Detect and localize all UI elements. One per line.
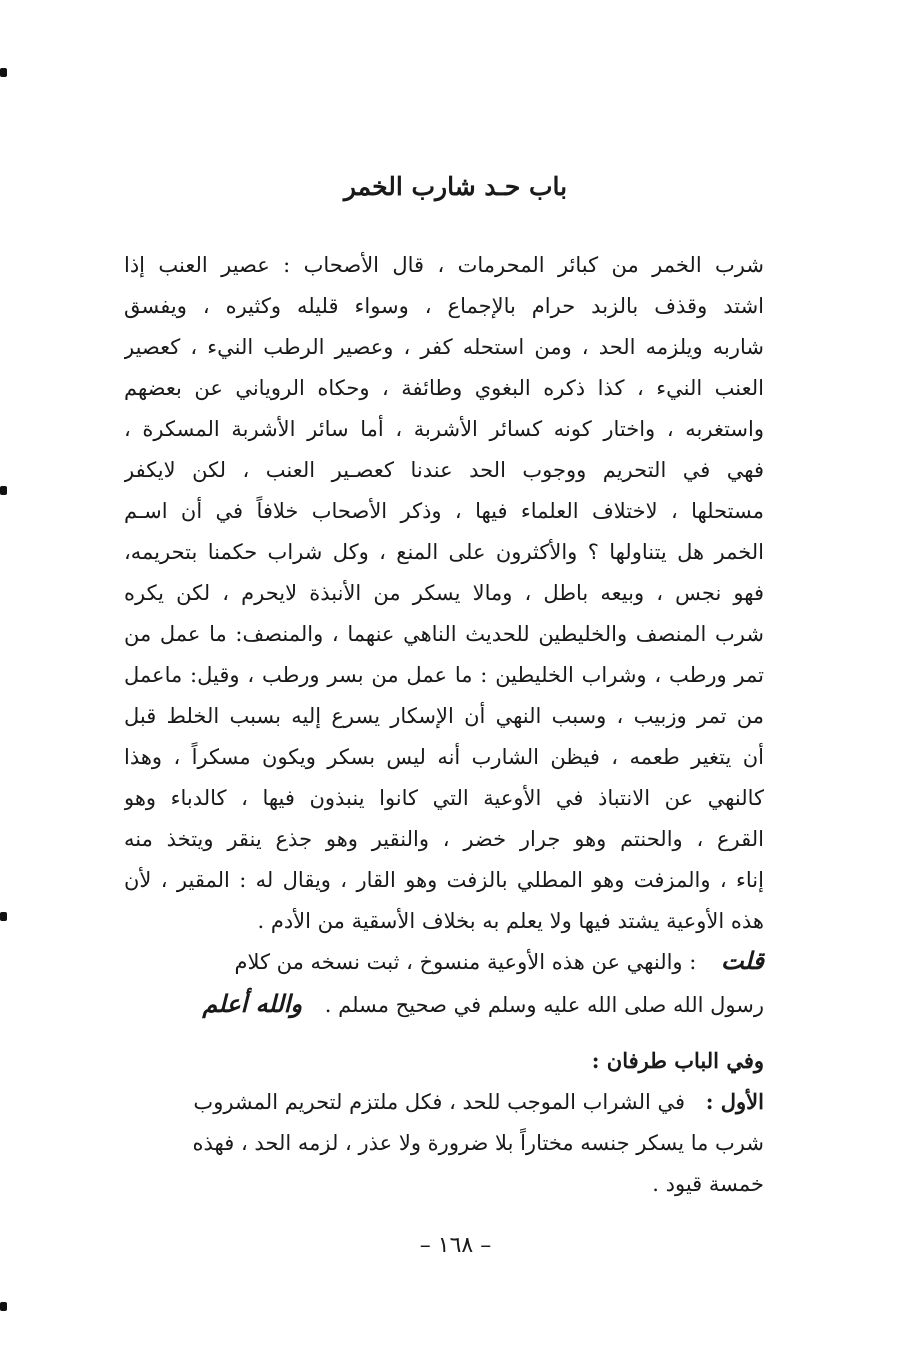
note-line	[124, 940, 764, 983]
section-line: شرب ما يسكر جنسه مختاراً بلا ضرورة ولا عذر ، لزمه الحد ، فهذه	[192, 1131, 764, 1155]
text-line: مستحلها ، لاختلاف العلماء فيها ، وذكر الأصحاب خلافاً في أن اسـم	[124, 499, 764, 523]
main-paragraph	[124, 245, 764, 942]
scan-margin-mark	[0, 1302, 7, 1311]
author-note	[124, 940, 764, 1026]
text-line: هذه الأوعية يشتد فيها ولا يعلم به بخلاف الأسقية من الأدم .	[257, 909, 764, 933]
text-line: أن يتغير طعمه ، فيظن الشارب أنه ليس بسكر ويكون مسكراً ، وهذا	[124, 745, 764, 769]
scan-margin-mark	[0, 912, 7, 921]
text-line: اشتد وقذف بالزبد حرام بالإجماع ، وسواء قليله وكثيره ، ويفسق	[124, 294, 764, 318]
text-line: فهو نجس ، وبيعه باطل ، ومالا يسكر من الأنبذة لايحرم ، لكن يكره	[124, 581, 764, 605]
note-text: رسول الله صلى الله عليه وسلم في صحيح مسلم .	[324, 993, 764, 1017]
section-line: خمسة قيود .	[652, 1172, 764, 1196]
section-heading: وفي الباب طرفان :	[591, 1048, 764, 1073]
part-label: الأول :	[705, 1089, 764, 1114]
scan-margin-mark	[0, 486, 7, 495]
scan-margin-mark	[0, 68, 7, 77]
section-block	[124, 1040, 764, 1205]
page-number: – ١٦٨ –	[419, 1233, 492, 1258]
closing-formula: والله أعلم	[202, 989, 303, 1018]
section-text: في الشراب الموجب للحد ، فكل ملتزم لتحريم المشروب	[193, 1090, 686, 1114]
note-line	[124, 983, 764, 1026]
text-line: فهي في التحريم ووجوب الحد عندنا كعصـير العنب ، لكن لايكفر	[124, 458, 764, 482]
text-line: من تمر وزبيب ، وسبب النهي أن الإسكار يسرع إليه بسبب الخلط قبل	[124, 704, 764, 728]
text-line: واستغربه ، واختار كونه كسائر الأشربة ، أما سائر الأشربة المسكرة ،	[124, 417, 764, 441]
text-line: القرع ، والحنتم وهو جرار خضر ، والنقير وهو جذع ينقر ويتخذ منه	[124, 827, 764, 851]
text-line: شرب المنصف والخليطين للحديث الناهي عنهما ، والمنصف: ما عمل من	[124, 622, 764, 646]
text-line: إناء ، والمزفت وهو المطلي بالزفت وهو القار ، ويقال له : المقير ، لأن	[124, 868, 764, 892]
text-line: العنب النيء ، كذا ذكره البغوي وطائفة ، وحكاه الروياني عن بعضهم	[124, 376, 764, 400]
text-line: شرب الخمر من كبائر المحرمات ، قال الأصحاب : عصير العنب إذا	[124, 253, 764, 277]
chapter-title: باب حـد شارب الخمر	[343, 172, 568, 201]
section-line	[124, 1081, 764, 1123]
text-line: الخمر هل يتناولها ؟ والأكثرون على المنع ، وكل شراب حكمنا بتحريمه،	[124, 540, 764, 564]
text-line: كالنهي عن الانتباذ في الأوعية التي كانوا ينبذون فيها ، كالدباء وهو	[124, 786, 764, 810]
note-text: : والنهي عن هذه الأوعية منسوخ ، ثبت نسخه من كلام	[234, 950, 697, 974]
text-line: شاربه ويلزمه الحد ، ومن استحله كفر ، وعصير الرطب النيء ، كعصير	[124, 335, 764, 359]
text-line: تمر ورطب ، وشراب الخليطين : ما عمل من بسر ورطب ، وقيل: ماعمل	[124, 663, 764, 687]
note-label: قلت	[721, 946, 764, 975]
